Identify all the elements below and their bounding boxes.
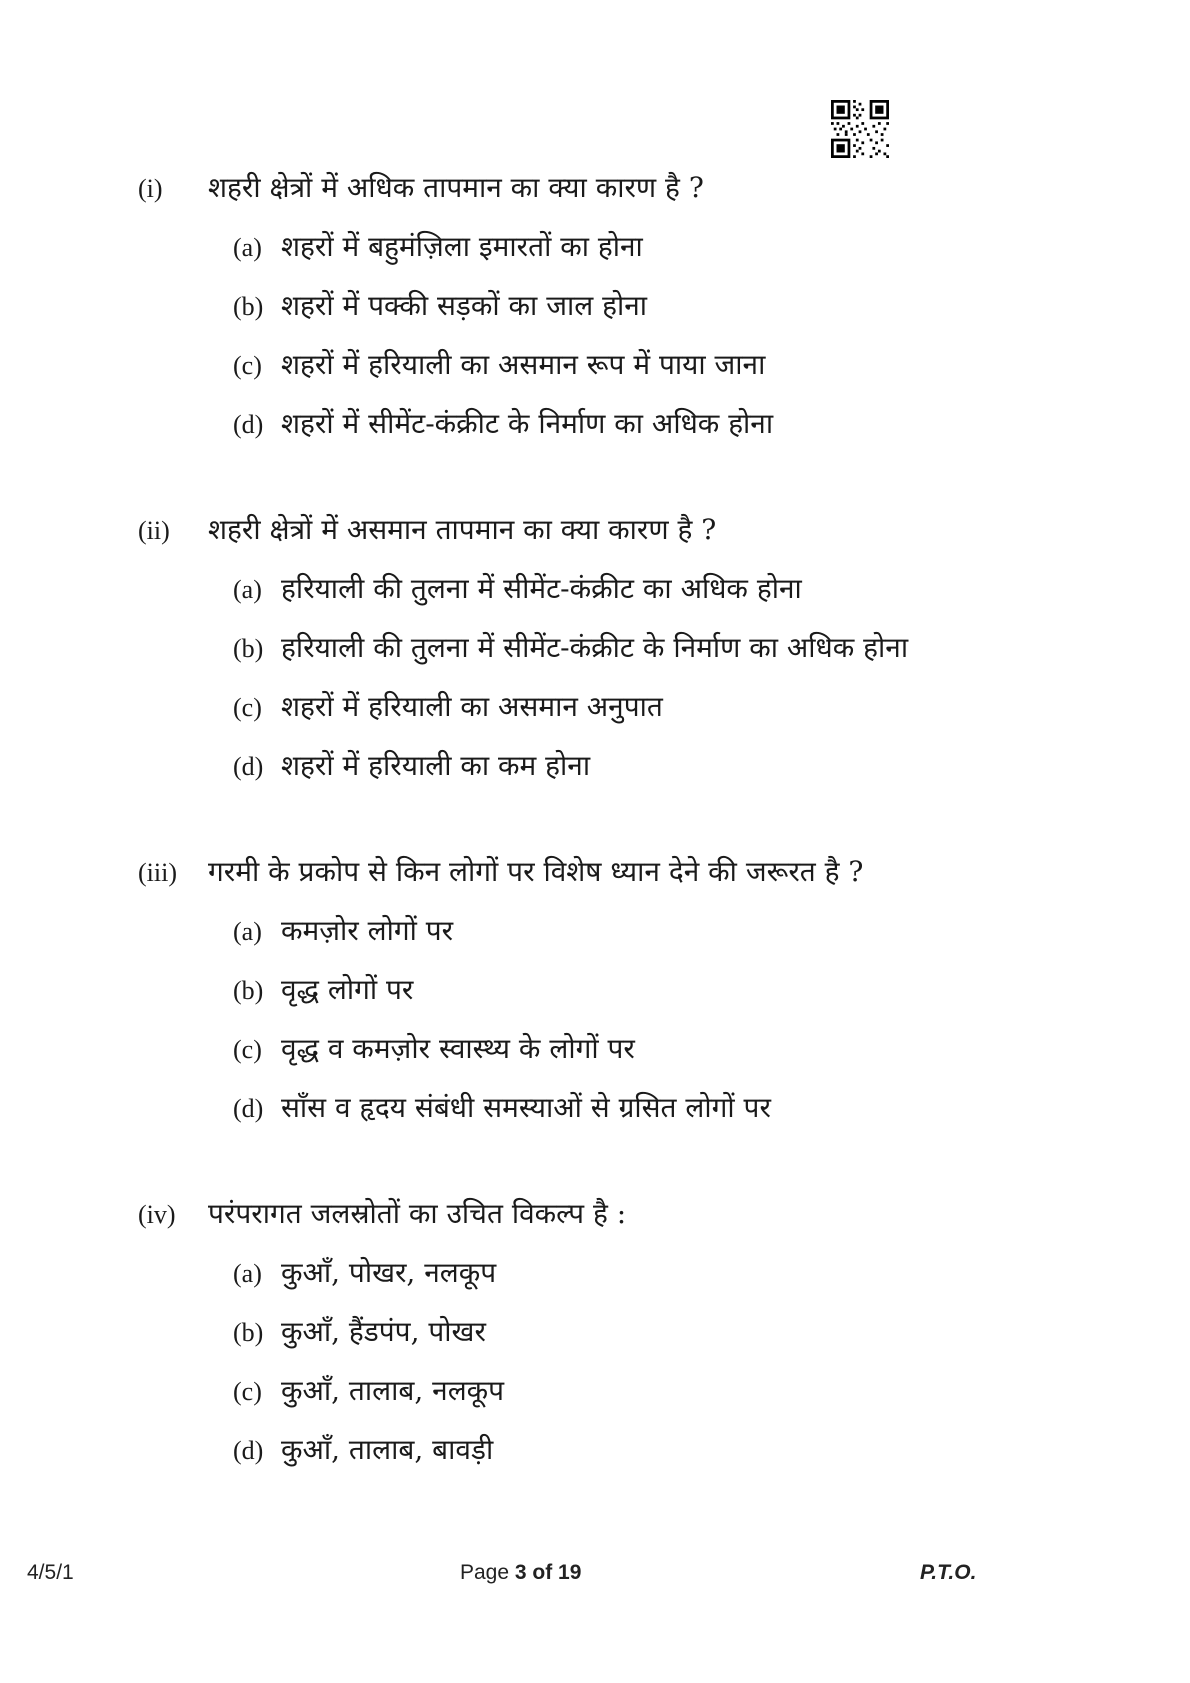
option-row	[0, 227, 1190, 268]
question-text: शहरी क्षेत्रों में असमान तापमान का क्या कारण है ?	[208, 513, 717, 546]
option-label: (d)	[233, 1436, 264, 1465]
option-label: (d)	[233, 752, 264, 781]
option-label: (a)	[233, 233, 262, 262]
option-text: हरियाली की तुलना में सीमेंट-कंक्रीट के निर्माण का अधिक होना	[281, 631, 909, 664]
question-row	[0, 1194, 1190, 1235]
option-row	[0, 970, 1190, 1011]
option-row	[0, 746, 1190, 787]
option-label: (b)	[233, 976, 264, 1005]
option-text: वृद्ध व कमज़ोर स्वास्थ्य के लोगों पर	[281, 1032, 635, 1065]
option-label: (a)	[233, 917, 262, 946]
option-label: (d)	[233, 410, 264, 439]
option-row	[0, 911, 1190, 952]
question-number: (i)	[138, 174, 163, 203]
question-block-ii	[0, 510, 1190, 787]
option-text: शहरों में पक्की सड़कों का जाल होना	[281, 289, 648, 322]
option-text: हरियाली की तुलना में सीमेंट-कंक्रीट का अधिक होना	[281, 572, 802, 605]
option-text: साँस व हृदय संबंधी समस्याओं से ग्रसित लोगों पर	[281, 1091, 771, 1124]
option-label: (c)	[233, 351, 262, 380]
question-row	[0, 168, 1190, 209]
option-text: शहरों में बहुमंज़िला इमारतों का होना	[281, 230, 643, 263]
pto-label: P.T.O.	[920, 1561, 977, 1584]
option-row	[0, 1430, 1190, 1471]
option-label: (c)	[233, 1377, 262, 1406]
option-row	[0, 1088, 1190, 1129]
question-number: (iii)	[138, 858, 177, 887]
option-text: शहरों में हरियाली का कम होना	[281, 749, 591, 782]
option-row	[0, 628, 1190, 669]
option-text: शहरों में सीमेंट-कंक्रीट के निर्माण का अधिक होना	[281, 407, 774, 440]
option-label: (b)	[233, 292, 264, 321]
option-label: (b)	[233, 1318, 264, 1347]
question-row	[0, 852, 1190, 893]
question-row	[0, 510, 1190, 551]
option-text: शहरों में हरियाली का असमान रूप में पाया जाना	[281, 348, 766, 381]
option-label: (c)	[233, 693, 262, 722]
option-row	[0, 569, 1190, 610]
option-row	[0, 286, 1190, 327]
question-text: शहरी क्षेत्रों में अधिक तापमान का क्या कारण है ?	[208, 171, 704, 204]
question-block-iv	[0, 1194, 1190, 1471]
option-label: (a)	[233, 1259, 262, 1288]
option-text: शहरों में हरियाली का असमान अनुपात	[281, 690, 663, 723]
option-row	[0, 404, 1190, 445]
page-number	[460, 1561, 581, 1585]
option-row	[0, 1029, 1190, 1070]
option-label: (b)	[233, 634, 264, 663]
option-label: (c)	[233, 1035, 262, 1064]
page-number-value: 3 of 19	[514, 1561, 582, 1584]
option-text: कुआँ, तालाब, बावड़ी	[281, 1433, 494, 1466]
option-label: (d)	[233, 1094, 264, 1123]
qr-code-icon	[831, 100, 889, 158]
paper-code: 4/5/1	[27, 1561, 74, 1584]
question-text: परंपरागत जलस्रोतों का उचित विकल्प है :	[208, 1197, 627, 1230]
question-number: (ii)	[138, 516, 170, 545]
option-row	[0, 687, 1190, 728]
page-number-prefix: Page	[460, 1561, 510, 1584]
option-text: वृद्ध लोगों पर	[281, 973, 414, 1006]
option-row	[0, 1312, 1190, 1353]
question-block-i	[0, 168, 1190, 445]
option-row	[0, 1253, 1190, 1294]
question-number: (iv)	[138, 1200, 176, 1229]
questions-section	[0, 168, 1190, 1471]
option-text: कमज़ोर लोगों पर	[281, 914, 454, 947]
option-text: कुआँ, तालाब, नलकूप	[281, 1374, 505, 1407]
question-text: गरमी के प्रकोप से किन लोगों पर विशेष ध्यान देने की जरूरत है ?	[208, 855, 864, 888]
option-text: कुआँ, पोखर, नलकूप	[281, 1256, 497, 1289]
question-block-iii	[0, 852, 1190, 1129]
option-label: (a)	[233, 575, 262, 604]
option-row	[0, 1371, 1190, 1412]
option-row	[0, 345, 1190, 386]
option-text: कुआँ, हैंडपंप, पोखर	[281, 1315, 486, 1348]
page-footer	[0, 1561, 1190, 1591]
